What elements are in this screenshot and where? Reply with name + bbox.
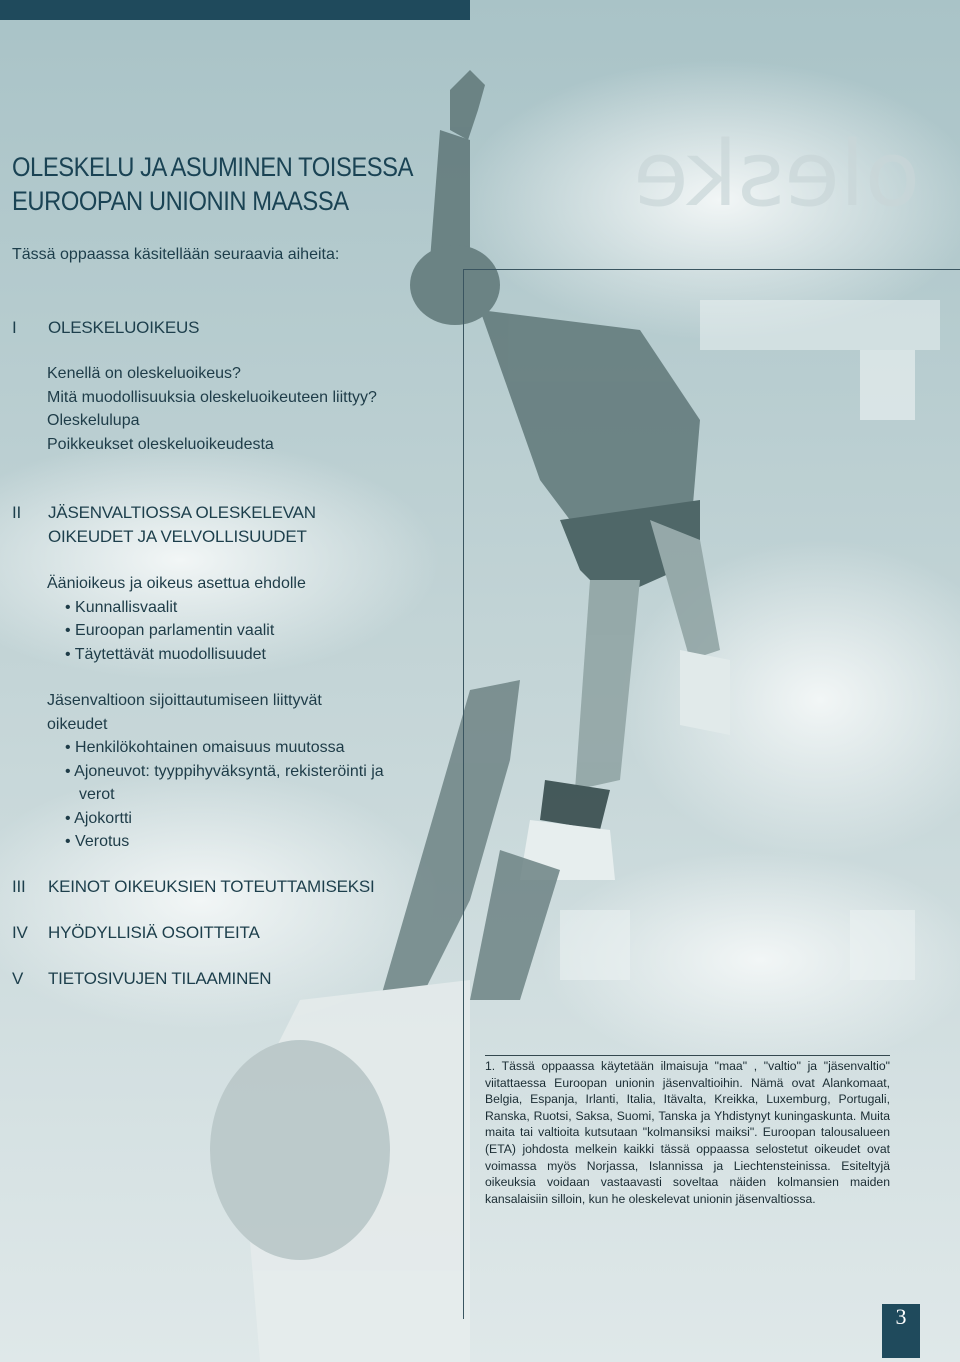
page-number: 3: [882, 1304, 920, 1358]
bullet-item: • Kunnallisvaalit: [65, 598, 178, 616]
section-number: V: [12, 969, 24, 988]
bullet-item: • Täytettävät muodollisuudet: [65, 645, 266, 663]
bullet-item-cont: verot: [79, 786, 115, 803]
title-line: EUROOPAN UNIONIN MAASSA: [12, 186, 349, 216]
section-number: I: [12, 318, 17, 337]
section-number: III: [12, 877, 26, 896]
section-label: OLESKELUOIKEUS: [48, 318, 200, 337]
section-label: TIETOSIVUJEN TILAAMINEN: [48, 969, 272, 988]
bullet-item: • Ajokortti: [65, 809, 132, 827]
bullet-item: • Verotus: [65, 833, 130, 850]
bullet-item: • Henkilökohtainen omaisuus muutossa: [65, 739, 345, 756]
section-2-group-2: [47, 689, 384, 854]
panel-rule-left: [463, 269, 464, 1319]
section-2-group-1: [47, 572, 306, 666]
panel-rule-top: [463, 269, 960, 270]
section-label: KEINOT OIKEUKSIEN TOTEUTTAMISEKSI: [48, 877, 375, 896]
bullet-item: • Ajoneuvot: tyyppihyväksyntä, rekisteröinti ja: [65, 762, 384, 780]
section-label: OIKEUDET JA VELVOLLISUUDET: [48, 527, 307, 546]
watermark-text: oleske: [633, 122, 920, 227]
section-1-items: [47, 362, 377, 456]
footnote: 1. Tässä oppaassa käytetään ilmaisuja "maa" , "valtio" ja "jäsenvaltio" viitattaessa Euroopan unionin jäsenvaltioihin. Nämä ovat Alankomaat, Belgia, Espanja, Irlanti, Italia, Itävalta, Kreikka, Luxemburg, Portugali, Ranska, Ruotsi, Saksa, Suomi, Tanska ja Yhdistynyt kuningaskunta. Muita maita tai valtioita kutsutaan "kolmansiksi maiksi". Euroopan talousalueen (ETA) johdosta melkein kaikki tässä oppaassa selostetut oikeudet ovat voimassa myös Norjassa, Islannissa ja Liechtensteinissa. Esiteltyjä oikeuksia voidaan vastaavasti soveltaa näiden kolmansien maiden kansalaisiin silloin, kun he oleskelevat unionin jäsenvaltiossa.: [485, 1055, 890, 1207]
list-item: Mitä muodollisuuksia oleskeluoikeuteen liittyy?: [47, 388, 377, 406]
list-item: Kenellä on oleskeluoikeus?: [47, 365, 241, 382]
page-title: [12, 150, 413, 218]
section-label: JÄSENVALTIOSSA OLESKELEVAN: [48, 503, 316, 522]
list-item: Oleskelulupa: [47, 412, 140, 429]
intro-text: Tässä oppaassa käsitellään seuraavia aiheita:: [12, 246, 340, 263]
section-label: HYÖDYLLISIÄ OSOITTEITA: [48, 923, 260, 942]
group-heading: oikeudet: [47, 715, 108, 733]
section-number: II: [12, 503, 22, 522]
top-accent-bar: [0, 0, 470, 20]
shoe: [680, 650, 730, 735]
group-heading: Äänioikeus ja oikeus asettua ehdolle: [47, 575, 306, 592]
section-number: IV: [12, 923, 28, 942]
title-line: OLESKELU JA ASUMINEN TOISESSA: [12, 152, 414, 182]
bullet-item: • Euroopan parlamentin vaalit: [65, 622, 275, 639]
list-item: Poikkeukset oleskeluoikeudesta: [47, 435, 274, 453]
group-heading: Jäsenvaltioon sijoittautumiseen liittyvät: [47, 692, 322, 709]
